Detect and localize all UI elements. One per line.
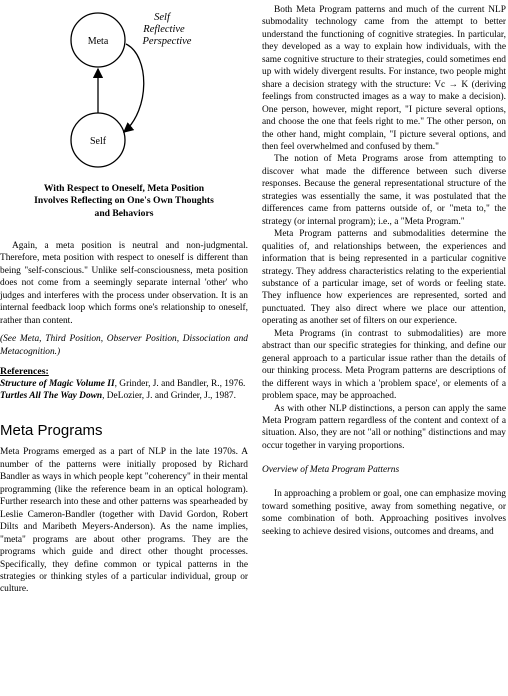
right-paragraph-4: Meta Programs (in contrast to submodalities) are more abstract than our specific strategies for thinking, and define our general approach to a particular issue rather than the details of our thinking process. Meta Program patterns are descriptions of the different ways in which a 'problem space', or elements of a problem space, may be approached. <box>262 328 506 402</box>
right-column <box>262 4 506 538</box>
reference-2-rest: , DeLozier, J. and Grinder, J., 1987. <box>102 391 236 402</box>
intro-paragraph: Again, a meta position is neutral and non-judgmental. Therefore, meta position with respect to oneself is different than being "self-conscious." Unlike self-consciousness, meta position does not come from a seemingly separate internal 'other' who judges and interferes with the process under observation. It is an internal feedback loop which forms one's relationship to oneself, rather than content. <box>0 241 248 326</box>
right-paragraph-3: Meta Program patterns and submodalities determine the qualities of, and relationships between, the experiences and information that is being represented in a particular cognitive strategy. They address characteristics relating to the experiential substance of a particular image, set of words or feeling state. They influence how experiences are represented, sorted and punctuated. They also direct where we place our attention, operating as another set of filters on our experience. <box>262 229 506 327</box>
reference-2 <box>0 390 248 402</box>
side-label-line-2: Reflective <box>143 24 185 35</box>
right-paragraph-1: Both Meta Program patterns and much of the current NLP submodality technology came from the attempt to better understand the functioning of cognitive strategies. In particular, they developed as a way to explain how individuals, with the same cognitive structure to their strategies, could sometimes end up with widely divergent results. For instance, two people might share a decision strategy with the structure: Vc → K (deriving feelings from constructed images as a way to make a decision). One person, however, might report, "I picture several options, and choose the one that feels right to me." The other person, on the other hand, might complain, "I picture several options, and then feel overwhelmed and confused by them." <box>262 5 506 152</box>
caption-line-3: and Behaviors <box>94 207 154 219</box>
see-also: (See Meta, Third Position, Observer Position, Dissociation and Metacognition.) <box>0 334 248 357</box>
right-paragraph-5: As with other NLP distinctions, a person can apply the same Meta Program pattern regardless of the content and context of a situation. Also, they are not "all or nothing" distinctions and may occur together in varying proportions. <box>262 403 506 451</box>
side-label-line-3: Perspective <box>142 36 192 47</box>
meta-label: Meta <box>87 36 109 47</box>
caption-line-1: With Respect to Oneself, Meta Position <box>43 183 205 194</box>
caption-line-2: Involves Reflecting on One's Own Thoughts <box>34 195 214 207</box>
reference-2-title: Turtles All The Way Down <box>0 391 103 402</box>
self-label: Self <box>89 136 107 147</box>
section-title: Meta Programs <box>0 422 103 440</box>
left-body-text <box>0 240 248 596</box>
meta-programs-paragraph: Meta Programs emerged as a part of NLP in the late 1970s. A number of the patterns were initially proposed by Richard Bandler as ways in which people kept "coherency" in their mental programming (like the reference beam in an optical hologram). Further research into these and other patterns was spearheaded by Leslie Cameron-Bandler (together with David Gordon, Robert Dilts and Maribeth Meyers-Anderson). As the name implies, "meta" programs are about other programs. They are the programs which guide and direct other thought processes. Specifically, they define common or typical patterns in the strategies or thinking styles of a particular individual, group or culture. <box>0 447 248 595</box>
meta-position-diagram <box>0 0 248 182</box>
reference-1-title: Structure of Magic Volume II <box>0 379 115 390</box>
reference-1 <box>0 378 248 390</box>
figure-caption <box>0 183 248 220</box>
right-paragraph-6: In approaching a problem or goal, one can emphasize moving toward something positive, away from something negative, or some combination of both. Approaching positives involves seeking to achieve desired visions, outcomes and dreams, and <box>262 489 506 537</box>
reflection-arrow <box>124 44 144 132</box>
side-label-line-1: Self <box>154 12 170 23</box>
reference-1-rest: , Grinder, J. and Bandler, R., 1976. <box>114 379 246 390</box>
overview-heading: Overview of Meta Program Patterns <box>262 465 400 476</box>
right-paragraph-2: The notion of Meta Programs arose from attempting to discover what made the difference between such diverse responses. Because the general representational structure of the strategies was essentially the same, it was postulated that the differences came from patterns outside of, or "meta to," the strategy (or internal program); i.e., a "Meta Program." <box>262 154 506 227</box>
references-heading: References: <box>0 366 49 378</box>
